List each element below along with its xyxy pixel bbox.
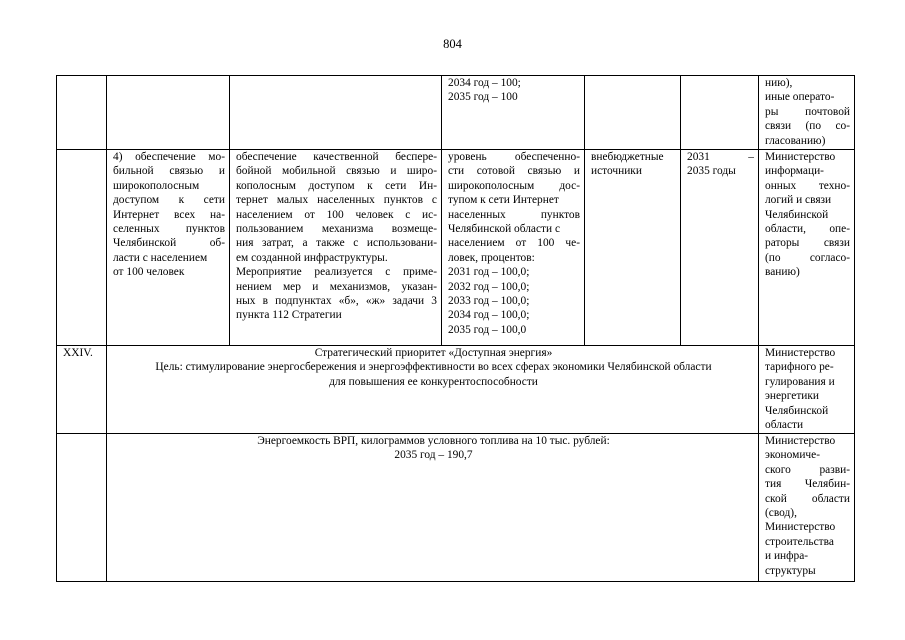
measure-line: ных в подпунктах «б», «ж» задачи 3 bbox=[236, 295, 437, 308]
task-line: Интернет всех на- bbox=[113, 208, 225, 221]
task-line: доступом к сети bbox=[113, 194, 225, 207]
cell-period bbox=[681, 150, 759, 346]
table-row bbox=[57, 150, 855, 346]
cell-measure bbox=[230, 76, 442, 150]
responsible-line: связи (по со- bbox=[765, 120, 850, 133]
responsible-line: области, опе- bbox=[765, 223, 850, 236]
cell-source bbox=[585, 150, 681, 346]
goal-line: Цель: стимулирование энергосбережения и энергоэффективности во всех сферах экономики Челябинской области bbox=[155, 361, 712, 374]
responsible-line: и инфра- bbox=[765, 550, 809, 563]
cell-task bbox=[107, 150, 230, 346]
indicator-line: населенных пунктов bbox=[448, 208, 580, 221]
task-line: бильной связью и bbox=[113, 165, 225, 178]
measure-line: пункта 112 Стратегии bbox=[236, 309, 342, 322]
measure-line: нением мер и механизмов, указан- bbox=[236, 280, 437, 293]
priority-title: Стратегический приоритет «Доступная энергия» bbox=[314, 347, 553, 359]
task-line: Челябинской об- bbox=[113, 237, 225, 250]
responsible-line: Челябинской bbox=[765, 208, 829, 221]
responsible-line: структуры bbox=[765, 564, 816, 577]
cell-indicator bbox=[442, 150, 585, 346]
source-line: источники bbox=[591, 165, 642, 178]
responsible-line: ры почтовой bbox=[765, 105, 850, 118]
source-line: внебюджетные bbox=[591, 151, 664, 163]
indicator-title: Энергоемкость ВРП, килограммов условного топлива на 10 тыс. рублей: bbox=[257, 435, 610, 447]
cell-number bbox=[57, 150, 107, 346]
cell-responsible bbox=[759, 346, 855, 434]
task-line: 4) обеспечение мо- bbox=[113, 151, 225, 163]
cell-task bbox=[107, 76, 230, 150]
responsible-line: нию), bbox=[765, 77, 793, 89]
responsible-line: Челябинской bbox=[765, 404, 829, 417]
table-row bbox=[57, 434, 855, 582]
cell-responsible bbox=[759, 150, 855, 346]
responsible-line: области bbox=[765, 419, 804, 432]
responsible-line: онных техно- bbox=[765, 179, 850, 192]
cell-responsible bbox=[759, 76, 855, 150]
indicator-line: 2034 год – 100; bbox=[448, 77, 521, 89]
goal-line: для повышения ее конкурентоспособности bbox=[329, 375, 538, 388]
measure-line: Мероприятие реализуется с приме- bbox=[236, 266, 437, 279]
responsible-line: (по согласо- bbox=[765, 251, 850, 264]
responsible-line: иные операто- bbox=[765, 91, 835, 104]
cell-number bbox=[57, 76, 107, 150]
task-line: селенных пунктов bbox=[113, 223, 225, 236]
indicator-line: 2032 год – 100,0; bbox=[448, 280, 530, 293]
responsible-line: гулирования и bbox=[765, 375, 835, 388]
responsible-line: логий и связи bbox=[765, 194, 832, 207]
indicator-line: широкополосным дос- bbox=[448, 179, 580, 192]
measure-line: ем созданной инфраструктуры. bbox=[236, 251, 388, 264]
responsible-line: энергетики bbox=[765, 390, 820, 403]
cell-responsible bbox=[759, 434, 855, 582]
responsible-line: строительства bbox=[765, 535, 834, 548]
responsible-line: гласованию) bbox=[765, 134, 826, 147]
responsible-line: Министерство bbox=[765, 151, 836, 163]
responsible-line: тарифного ре- bbox=[765, 361, 834, 374]
cell-measure bbox=[230, 150, 442, 346]
responsible-line: Министерство bbox=[765, 435, 836, 447]
indicator-line: уровень обеспеченно- bbox=[448, 151, 580, 163]
responsible-line: экономиче- bbox=[765, 449, 820, 462]
indicator-line: Челябинской области с bbox=[448, 223, 560, 236]
indicator-line: населением от 100 че- bbox=[448, 237, 580, 250]
period-line: 2035 годы bbox=[687, 165, 736, 178]
responsible-line: информаци- bbox=[765, 165, 824, 178]
target-indicator bbox=[107, 434, 759, 582]
measure-line: бойной мобильной связью и широ- bbox=[236, 165, 437, 178]
indicator-line: 2031 год – 100,0; bbox=[448, 266, 530, 279]
period-line: 2031 – bbox=[687, 151, 754, 163]
measure-line: обеспечение качественной беспере- bbox=[236, 151, 437, 163]
cell-number bbox=[57, 434, 107, 582]
strategy-table bbox=[56, 75, 855, 582]
responsible-line: раторы связи bbox=[765, 237, 850, 250]
responsible-line: тия Челябин- bbox=[765, 478, 850, 491]
page-number: 804 bbox=[443, 37, 462, 51]
indicator-value: 2035 год – 190,7 bbox=[394, 449, 473, 462]
section-number: XXIV. bbox=[57, 346, 107, 434]
indicator-line: 2035 год – 100,0 bbox=[448, 323, 527, 336]
indicator-line: 2033 год – 100,0; bbox=[448, 295, 530, 308]
measure-line: тернет малых населенных пунктов с bbox=[236, 194, 437, 207]
measure-line: кополосным доступом к сети Ин- bbox=[236, 179, 437, 192]
task-line: ласти с населением bbox=[113, 251, 208, 264]
measure-line: населением от 100 человек с ис- bbox=[236, 208, 437, 221]
cell-indicator bbox=[442, 76, 585, 150]
cell-period bbox=[681, 76, 759, 150]
measure-line: пользованием механизма возмеще- bbox=[236, 223, 437, 236]
responsible-line: Министерство bbox=[765, 521, 836, 534]
indicator-line: сти сотовой связью и bbox=[448, 165, 580, 178]
task-line: широкополосным bbox=[113, 179, 200, 192]
cell-source bbox=[585, 76, 681, 150]
table-row bbox=[57, 76, 855, 150]
responsible-line: (свод), bbox=[765, 507, 797, 520]
indicator-line: 2034 год – 100,0; bbox=[448, 309, 530, 322]
responsible-line: ванию) bbox=[765, 266, 800, 279]
task-line: от 100 человек bbox=[113, 266, 185, 279]
indicator-line: ловек, процентов: bbox=[448, 251, 535, 264]
indicator-line: 2035 год – 100 bbox=[448, 91, 518, 104]
responsible-line: ского разви- bbox=[765, 463, 850, 476]
table-row bbox=[57, 346, 855, 434]
section-header bbox=[107, 346, 759, 434]
measure-line: ния затрат, а также с использовани- bbox=[236, 237, 437, 250]
responsible-line: Министерство bbox=[765, 347, 836, 359]
indicator-line: тупом к сети Интернет bbox=[448, 194, 559, 207]
responsible-line: ской области bbox=[765, 492, 850, 505]
